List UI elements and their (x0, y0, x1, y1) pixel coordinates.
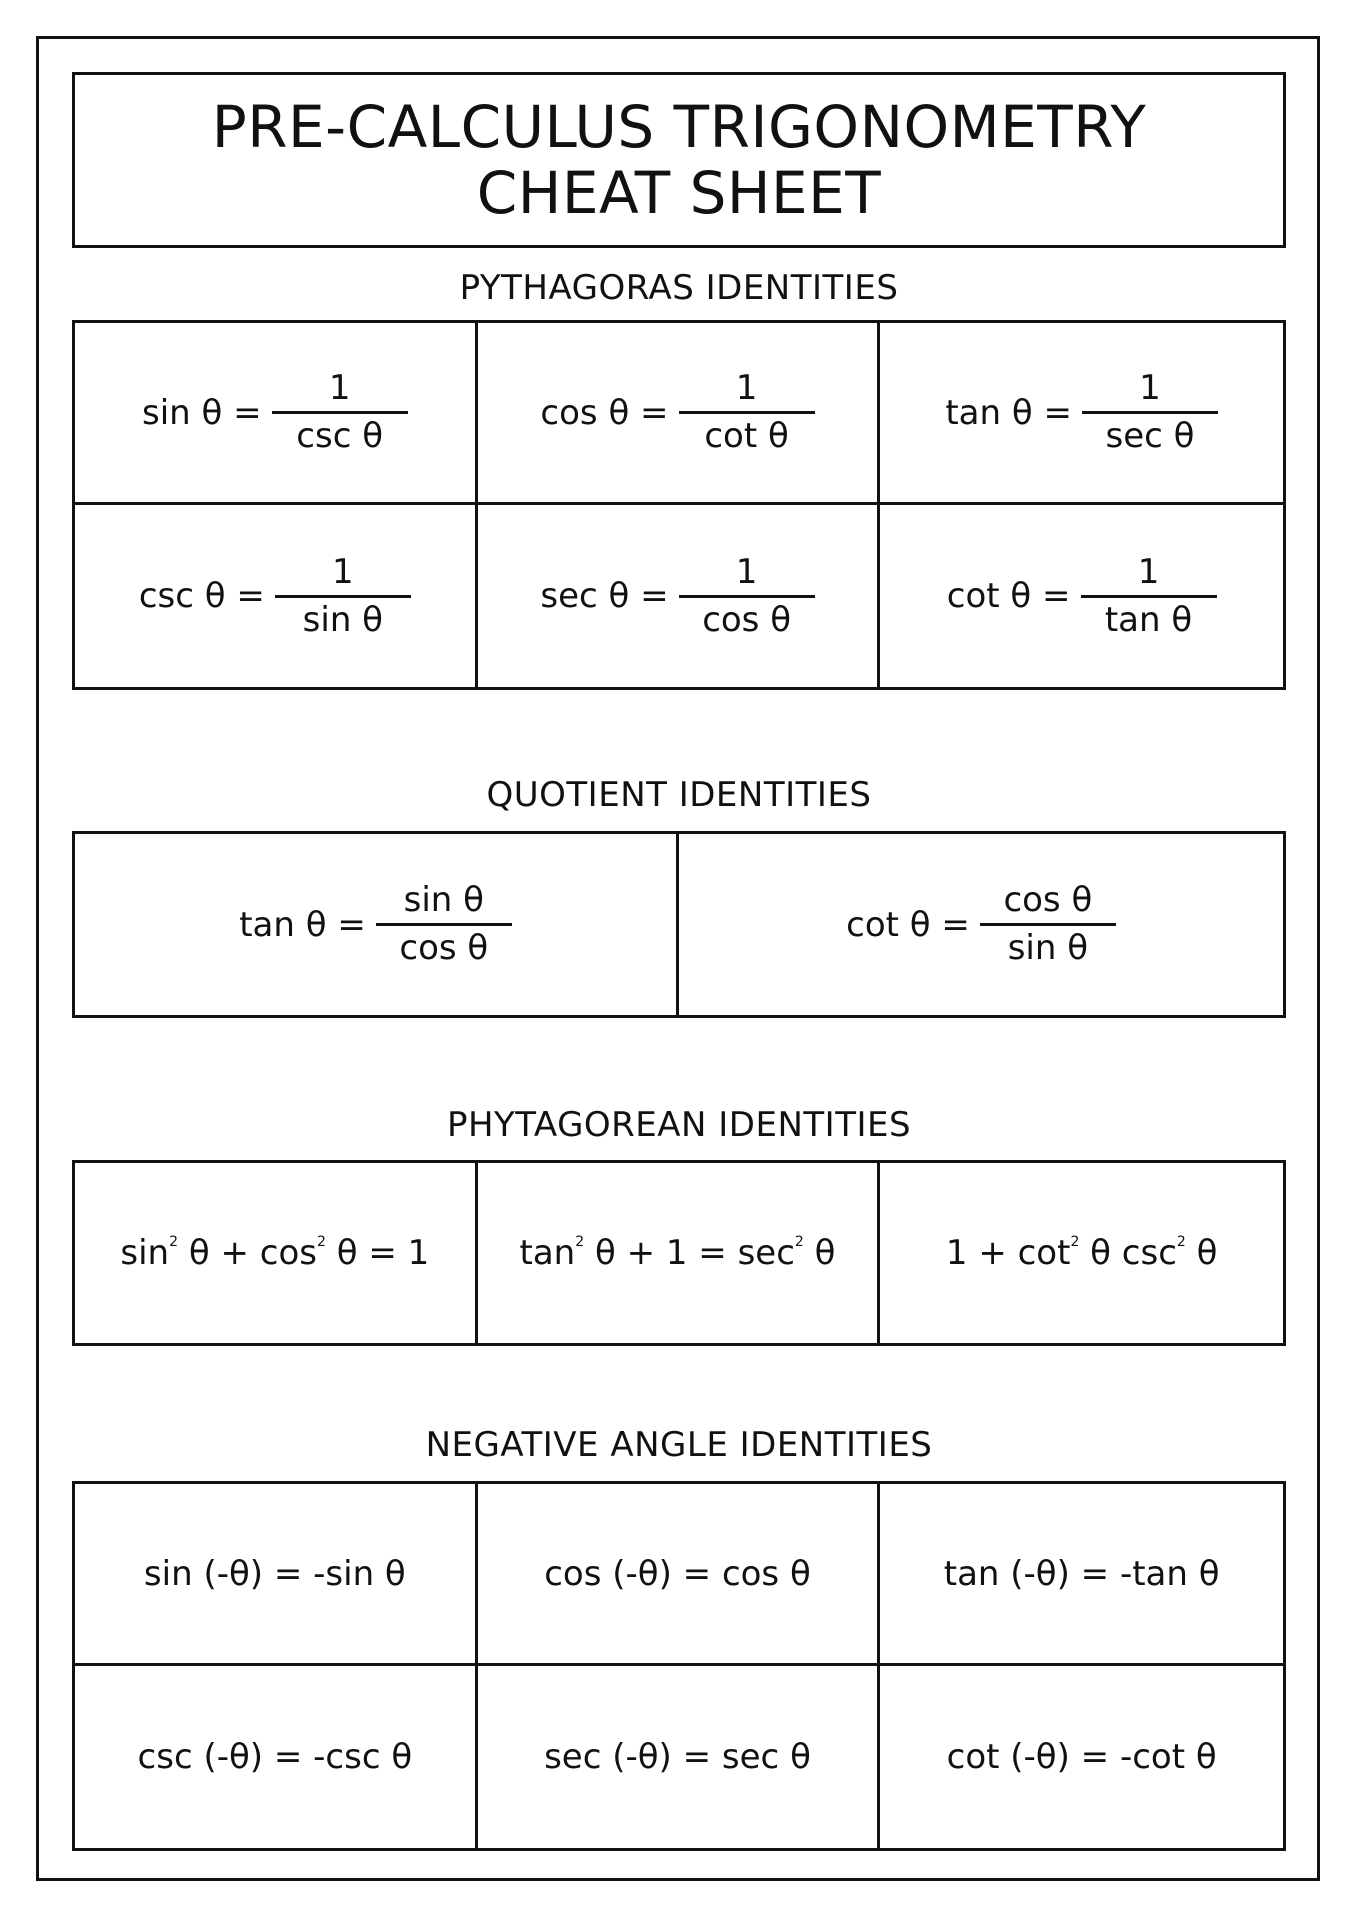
identity-cell (478, 1666, 881, 1848)
identity-cell (880, 1666, 1283, 1848)
identity-lhs: tan θ = (239, 904, 366, 945)
denominator: sec θ (1105, 416, 1195, 456)
numerator: 1 (1081, 551, 1217, 598)
numerator: 1 (272, 367, 408, 414)
identity-cell (75, 1163, 478, 1343)
identity-term: θ + cos (188, 1233, 317, 1273)
negative-grid (72, 1481, 1286, 1851)
exponent: 2 (316, 1234, 326, 1250)
identity-cell (880, 505, 1283, 687)
title-line-1: PRE-CALCULUS TRIGONOMETRY (211, 93, 1147, 161)
negative-identity: cot (-θ) = -cot θ (946, 1737, 1217, 1777)
negative-identity: sec (-θ) = sec θ (544, 1737, 811, 1777)
denominator: cot θ (704, 416, 789, 456)
identity-cell (478, 505, 881, 687)
denominator: sin θ (1007, 928, 1089, 968)
pythagoras-heading: PYTHAGORAS IDENTITIES (459, 268, 899, 308)
identity-cell (75, 323, 478, 505)
title-line-2: CHEAT SHEET (476, 159, 882, 227)
identity-term: θ csc (1090, 1233, 1177, 1273)
identity-cell (478, 323, 881, 505)
reciprocal-identity (540, 551, 814, 642)
denominator: sin θ (302, 599, 383, 640)
negative-heading: NEGATIVE ANGLE IDENTITIES (425, 1425, 933, 1465)
fraction (272, 367, 408, 458)
identity-cell (75, 505, 478, 687)
fraction (679, 367, 815, 458)
identity-lhs: cot θ = (946, 576, 1071, 616)
identity-term: θ + 1 = sec (594, 1233, 795, 1273)
pythagorean-identity (120, 1233, 429, 1273)
identity-cell (478, 1163, 881, 1343)
identity-cell (880, 323, 1283, 505)
exponent: 2 (575, 1234, 585, 1250)
fraction (679, 551, 815, 642)
pythagorean-identity (520, 1233, 836, 1273)
quotient-identity (239, 879, 512, 970)
identity-cell (478, 1484, 881, 1666)
quotient-grid (72, 831, 1286, 1018)
numerator: sin θ (376, 879, 512, 926)
denominator: cos θ (399, 928, 489, 968)
denominator: tan θ (1104, 599, 1193, 640)
identity-cell (679, 834, 1283, 1015)
quotient-heading: QUOTIENT IDENTITIES (486, 775, 872, 815)
identity-lhs: sec θ = (540, 576, 669, 616)
title-box (72, 72, 1286, 248)
pythagoras-grid (72, 320, 1286, 690)
pythagorean-identity (946, 1233, 1218, 1273)
negative-identity: sin (-θ) = -sin θ (143, 1553, 406, 1594)
numerator: 1 (679, 367, 815, 414)
identity-lhs: cot θ = (846, 904, 970, 945)
negative-identity: csc (-θ) = -csc θ (137, 1737, 413, 1777)
phytagorean-grid (72, 1160, 1286, 1346)
identity-cell (75, 1484, 478, 1666)
identity-cell (75, 834, 679, 1015)
reciprocal-identity (142, 367, 408, 458)
identity-term: θ (1196, 1233, 1218, 1273)
identity-cell (880, 1484, 1283, 1666)
reciprocal-identity (139, 551, 411, 642)
reciprocal-identity (947, 551, 1217, 642)
exponent: 2 (1070, 1234, 1080, 1250)
identity-lhs: csc θ = (138, 576, 265, 616)
fraction (1081, 551, 1217, 642)
identity-lhs: cos θ = (540, 392, 669, 433)
numerator: 1 (275, 551, 411, 598)
fraction (980, 879, 1116, 970)
quotient-identity (846, 879, 1116, 970)
identity-cell (75, 1666, 478, 1848)
identity-term: 1 + cot (945, 1233, 1071, 1273)
denominator: cos θ (702, 599, 792, 640)
numerator: 1 (1082, 367, 1218, 414)
negative-identity: tan (-θ) = -tan θ (943, 1553, 1220, 1594)
exponent: 2 (1176, 1234, 1186, 1250)
identity-lhs: tan θ = (945, 392, 1072, 433)
fraction (1082, 367, 1218, 458)
fraction (376, 879, 512, 970)
identity-term: tan (519, 1233, 576, 1273)
phytagorean-heading: PHYTAGOREAN IDENTITIES (446, 1105, 912, 1145)
reciprocal-identity (945, 367, 1218, 458)
reciprocal-identity (540, 367, 814, 458)
identity-term: sin (120, 1233, 170, 1273)
denominator: csc θ (296, 416, 383, 456)
identity-lhs: sin θ = (142, 392, 262, 433)
numerator: cos θ (980, 879, 1116, 926)
identity-term: θ (814, 1233, 836, 1273)
negative-identity: cos (-θ) = cos θ (544, 1553, 811, 1594)
identity-cell (880, 1163, 1283, 1343)
numerator: 1 (679, 551, 815, 598)
exponent: 2 (169, 1234, 179, 1250)
identity-term: θ = 1 (336, 1233, 430, 1273)
fraction (275, 551, 411, 642)
exponent: 2 (794, 1234, 804, 1250)
